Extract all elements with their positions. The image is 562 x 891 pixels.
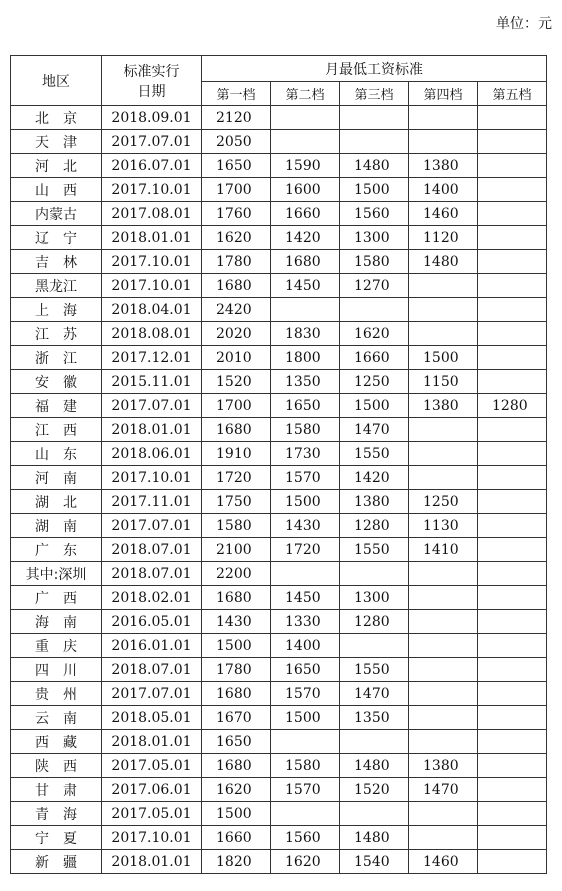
region-cell: 新 疆 (11, 850, 102, 874)
date-cell: 2017.10.01 (102, 466, 202, 490)
tier-3-cell (340, 130, 409, 154)
tier-3-cell (340, 802, 409, 826)
tier-2-cell: 1430 (271, 514, 340, 538)
tier-1-cell: 1680 (202, 682, 271, 706)
tier-4-cell: 1380 (409, 754, 478, 778)
tier-4-cell (409, 466, 478, 490)
tier-2-cell: 1450 (271, 586, 340, 610)
tier-3-cell (340, 562, 409, 586)
tier-2-cell: 1420 (271, 226, 340, 250)
tier-5-cell (478, 634, 547, 658)
tier-3-cell: 1250 (340, 370, 409, 394)
tier-4-cell (409, 658, 478, 682)
tier-2-cell: 1800 (271, 346, 340, 370)
table-row (11, 322, 547, 346)
date-cell: 2017.07.01 (102, 394, 202, 418)
region-cell: 内蒙古 (11, 202, 102, 226)
table-row (11, 682, 547, 706)
region-cell: 重 庆 (11, 634, 102, 658)
tier-4-cell (409, 586, 478, 610)
tier-2-cell: 1570 (271, 466, 340, 490)
date-cell: 2018.01.01 (102, 730, 202, 754)
tier-3-cell: 1550 (340, 658, 409, 682)
tier-2-cell: 1560 (271, 826, 340, 850)
date-cell: 2018.07.01 (102, 538, 202, 562)
tier-4-cell: 1400 (409, 178, 478, 202)
date-cell: 2018.01.01 (102, 850, 202, 874)
tier-2-cell: 1500 (271, 490, 340, 514)
header-date (102, 56, 202, 106)
tier-4-cell: 1150 (409, 370, 478, 394)
region-cell: 云 南 (11, 706, 102, 730)
region-cell: 西 藏 (11, 730, 102, 754)
region-cell: 河 北 (11, 154, 102, 178)
date-cell: 2017.10.01 (102, 826, 202, 850)
tier-2-cell: 1330 (271, 610, 340, 634)
date-cell: 2017.10.01 (102, 250, 202, 274)
region-cell: 贵 州 (11, 682, 102, 706)
tier-1-cell: 1820 (202, 850, 271, 874)
header-tier-2: 第二档 (271, 82, 340, 106)
tier-5-cell (478, 178, 547, 202)
tier-2-cell (271, 130, 340, 154)
tier-2-cell: 1500 (271, 706, 340, 730)
table-row (11, 466, 547, 490)
region-cell: 江 苏 (11, 322, 102, 346)
table-row (11, 298, 547, 322)
tier-5-cell (478, 562, 547, 586)
tier-3-cell: 1480 (340, 826, 409, 850)
tier-3-cell: 1580 (340, 250, 409, 274)
header-tier-1: 第一档 (202, 82, 271, 106)
unit-label: 单位：元 (496, 16, 552, 32)
date-cell: 2018.04.01 (102, 298, 202, 322)
tier-2-cell (271, 730, 340, 754)
tier-4-cell (409, 274, 478, 298)
region-cell: 安 徽 (11, 370, 102, 394)
tier-5-cell (478, 706, 547, 730)
table-row (11, 610, 547, 634)
region-cell: 黑龙江 (11, 274, 102, 298)
table-row (11, 538, 547, 562)
date-cell: 2017.10.01 (102, 274, 202, 298)
tier-3-cell: 1550 (340, 538, 409, 562)
tier-4-cell (409, 298, 478, 322)
tier-2-cell: 1600 (271, 178, 340, 202)
tier-1-cell: 1500 (202, 634, 271, 658)
table-row (11, 274, 547, 298)
date-cell: 2017.07.01 (102, 682, 202, 706)
tier-1-cell: 1650 (202, 154, 271, 178)
tier-4-cell (409, 682, 478, 706)
date-cell: 2017.08.01 (102, 202, 202, 226)
region-cell: 山 东 (11, 442, 102, 466)
tier-1-cell: 1910 (202, 442, 271, 466)
tier-1-cell: 1680 (202, 274, 271, 298)
region-cell: 青 海 (11, 802, 102, 826)
tier-5-cell (478, 586, 547, 610)
table-row (11, 658, 547, 682)
region-cell: 湖 南 (11, 514, 102, 538)
region-cell: 福 建 (11, 394, 102, 418)
date-cell: 2017.11.01 (102, 490, 202, 514)
table-row (11, 562, 547, 586)
tier-1-cell: 1780 (202, 250, 271, 274)
table-row (11, 706, 547, 730)
header-tier-4: 第四档 (409, 82, 478, 106)
tier-4-cell: 1380 (409, 394, 478, 418)
tier-1-cell: 1430 (202, 610, 271, 634)
tier-5-cell (478, 226, 547, 250)
date-cell: 2018.06.01 (102, 442, 202, 466)
table-row (11, 730, 547, 754)
region-cell: 上 海 (11, 298, 102, 322)
header-date-line1: 标准实行 (123, 63, 180, 80)
tier-4-cell: 1120 (409, 226, 478, 250)
region-cell: 其中:深圳 (11, 562, 102, 586)
table-row (11, 106, 547, 130)
table-row (11, 346, 547, 370)
tier-1-cell: 1620 (202, 226, 271, 250)
tier-5-cell (478, 610, 547, 634)
tier-5-cell (478, 106, 547, 130)
region-cell: 河 南 (11, 466, 102, 490)
tier-2-cell (271, 562, 340, 586)
tier-4-cell (409, 106, 478, 130)
tier-5-cell (478, 802, 547, 826)
tier-5-cell (478, 778, 547, 802)
table-row (11, 226, 547, 250)
tier-4-cell (409, 730, 478, 754)
tier-1-cell: 2050 (202, 130, 271, 154)
tier-4-cell: 1130 (409, 514, 478, 538)
table-row (11, 514, 547, 538)
tier-5-cell (478, 658, 547, 682)
region-cell: 广 东 (11, 538, 102, 562)
tier-1-cell: 1650 (202, 730, 271, 754)
region-cell: 浙 江 (11, 346, 102, 370)
tier-3-cell: 1540 (340, 850, 409, 874)
tier-3-cell (340, 298, 409, 322)
tier-3-cell: 1500 (340, 178, 409, 202)
tier-3-cell: 1480 (340, 154, 409, 178)
tier-1-cell: 2020 (202, 322, 271, 346)
tier-4-cell: 1250 (409, 490, 478, 514)
date-cell: 2017.06.01 (102, 778, 202, 802)
region-cell: 陕 西 (11, 754, 102, 778)
region-cell: 江 西 (11, 418, 102, 442)
tier-4-cell: 1480 (409, 250, 478, 274)
table-row (11, 202, 547, 226)
date-cell: 2017.10.01 (102, 178, 202, 202)
tier-5-cell (478, 538, 547, 562)
tier-2-cell: 1680 (271, 250, 340, 274)
header-standard: 月最低工资标准 (202, 56, 547, 82)
tier-5-cell (478, 826, 547, 850)
date-cell: 2015.11.01 (102, 370, 202, 394)
region-cell: 海 南 (11, 610, 102, 634)
region-cell: 山 西 (11, 178, 102, 202)
tier-1-cell: 1700 (202, 178, 271, 202)
tier-3-cell: 1620 (340, 322, 409, 346)
date-cell: 2017.07.01 (102, 130, 202, 154)
tier-3-cell: 1350 (340, 706, 409, 730)
tier-1-cell: 1720 (202, 466, 271, 490)
tier-4-cell: 1380 (409, 154, 478, 178)
tier-5-cell (478, 346, 547, 370)
date-cell: 2018.07.01 (102, 658, 202, 682)
tier-4-cell (409, 802, 478, 826)
tier-1-cell: 1580 (202, 514, 271, 538)
tier-1-cell: 2200 (202, 562, 271, 586)
tier-5-cell (478, 514, 547, 538)
tier-2-cell: 1580 (271, 418, 340, 442)
tier-3-cell: 1470 (340, 418, 409, 442)
tier-5-cell (478, 202, 547, 226)
tier-5-cell (478, 418, 547, 442)
tier-5-cell (478, 682, 547, 706)
tier-2-cell (271, 106, 340, 130)
tier-4-cell (409, 442, 478, 466)
tier-1-cell: 1680 (202, 754, 271, 778)
date-cell: 2016.05.01 (102, 610, 202, 634)
tier-3-cell: 1470 (340, 682, 409, 706)
date-cell: 2018.01.01 (102, 226, 202, 250)
tier-2-cell: 1350 (271, 370, 340, 394)
tier-4-cell (409, 634, 478, 658)
tier-1-cell: 1670 (202, 706, 271, 730)
tier-5-cell (478, 442, 547, 466)
table-row (11, 178, 547, 202)
date-cell: 2018.09.01 (102, 106, 202, 130)
tier-1-cell: 1680 (202, 418, 271, 442)
tier-1-cell: 1750 (202, 490, 271, 514)
tier-3-cell: 1270 (340, 274, 409, 298)
table-row (11, 370, 547, 394)
tier-1-cell: 1660 (202, 826, 271, 850)
tier-5-cell (478, 298, 547, 322)
date-cell: 2018.07.01 (102, 562, 202, 586)
tier-1-cell: 1500 (202, 802, 271, 826)
tier-4-cell: 1500 (409, 346, 478, 370)
tier-4-cell: 1410 (409, 538, 478, 562)
date-cell: 2018.02.01 (102, 586, 202, 610)
tier-2-cell: 1590 (271, 154, 340, 178)
tier-5-cell (478, 322, 547, 346)
tier-5-cell (478, 850, 547, 874)
header-tier-3: 第三档 (340, 82, 409, 106)
tier-2-cell: 1620 (271, 850, 340, 874)
tier-3-cell: 1500 (340, 394, 409, 418)
table-row (11, 634, 547, 658)
table-row (11, 442, 547, 466)
tier-5-cell (478, 130, 547, 154)
tier-2-cell: 1720 (271, 538, 340, 562)
header-tier-5: 第五档 (478, 82, 547, 106)
date-cell: 2017.12.01 (102, 346, 202, 370)
date-cell: 2016.01.01 (102, 634, 202, 658)
region-cell: 宁 夏 (11, 826, 102, 850)
tier-4-cell (409, 130, 478, 154)
tier-2-cell: 1730 (271, 442, 340, 466)
tier-2-cell: 1580 (271, 754, 340, 778)
tier-4-cell (409, 610, 478, 634)
date-cell: 2017.07.01 (102, 514, 202, 538)
tier-2-cell: 1570 (271, 778, 340, 802)
tier-2-cell: 1660 (271, 202, 340, 226)
tier-1-cell: 1520 (202, 370, 271, 394)
tier-3-cell: 1280 (340, 610, 409, 634)
tier-3-cell: 1280 (340, 514, 409, 538)
tier-3-cell: 1380 (340, 490, 409, 514)
tier-4-cell (409, 706, 478, 730)
header-date-line2: 日期 (137, 83, 166, 100)
tier-3-cell: 1560 (340, 202, 409, 226)
region-cell: 辽 宁 (11, 226, 102, 250)
table-row (11, 394, 547, 418)
table-row (11, 250, 547, 274)
header-region: 地区 (11, 56, 102, 106)
tier-5-cell (478, 490, 547, 514)
region-cell: 甘 肃 (11, 778, 102, 802)
table-body (11, 106, 547, 874)
tier-4-cell: 1460 (409, 850, 478, 874)
tier-1-cell: 2100 (202, 538, 271, 562)
region-cell: 北 京 (11, 106, 102, 130)
tier-3-cell: 1660 (340, 346, 409, 370)
tier-1-cell: 1680 (202, 586, 271, 610)
tier-3-cell (340, 730, 409, 754)
date-cell: 2016.07.01 (102, 154, 202, 178)
tier-4-cell (409, 562, 478, 586)
tier-3-cell: 1480 (340, 754, 409, 778)
tier-1-cell: 1620 (202, 778, 271, 802)
tier-3-cell: 1420 (340, 466, 409, 490)
tier-3-cell: 1300 (340, 586, 409, 610)
tier-4-cell (409, 826, 478, 850)
tier-4-cell: 1470 (409, 778, 478, 802)
tier-1-cell: 2010 (202, 346, 271, 370)
region-cell: 四 川 (11, 658, 102, 682)
tier-5-cell (478, 730, 547, 754)
tier-2-cell: 1650 (271, 658, 340, 682)
date-cell: 2018.05.01 (102, 706, 202, 730)
table-row (11, 418, 547, 442)
table-row (11, 826, 547, 850)
date-cell: 2018.08.01 (102, 322, 202, 346)
tier-3-cell: 1300 (340, 226, 409, 250)
tier-5-cell (478, 370, 547, 394)
tier-2-cell: 1830 (271, 322, 340, 346)
tier-4-cell (409, 418, 478, 442)
tier-5-cell (478, 250, 547, 274)
tier-2-cell: 1400 (271, 634, 340, 658)
tier-2-cell (271, 802, 340, 826)
tier-3-cell: 1520 (340, 778, 409, 802)
tier-5-cell (478, 274, 547, 298)
date-cell: 2017.05.01 (102, 802, 202, 826)
tier-1-cell: 1760 (202, 202, 271, 226)
tier-3-cell (340, 106, 409, 130)
minimum-wage-table (10, 55, 547, 874)
table-row (11, 490, 547, 514)
table-row (11, 850, 547, 874)
table-row (11, 130, 547, 154)
tier-5-cell (478, 154, 547, 178)
tier-2-cell: 1450 (271, 274, 340, 298)
tier-5-cell (478, 466, 547, 490)
tier-3-cell: 1550 (340, 442, 409, 466)
tier-1-cell: 2120 (202, 106, 271, 130)
table-row (11, 754, 547, 778)
region-cell: 广 西 (11, 586, 102, 610)
table-row (11, 586, 547, 610)
tier-4-cell: 1460 (409, 202, 478, 226)
date-cell: 2018.01.01 (102, 418, 202, 442)
region-cell: 吉 林 (11, 250, 102, 274)
tier-4-cell (409, 322, 478, 346)
table-row (11, 778, 547, 802)
tier-1-cell: 2420 (202, 298, 271, 322)
region-cell: 天 津 (11, 130, 102, 154)
tier-1-cell: 1780 (202, 658, 271, 682)
tier-5-cell: 1280 (478, 394, 547, 418)
table-row (11, 154, 547, 178)
region-cell: 湖 北 (11, 490, 102, 514)
date-cell: 2017.05.01 (102, 754, 202, 778)
tier-1-cell: 1700 (202, 394, 271, 418)
tier-2-cell: 1650 (271, 394, 340, 418)
tier-2-cell: 1570 (271, 682, 340, 706)
tier-3-cell (340, 634, 409, 658)
tier-5-cell (478, 754, 547, 778)
tier-2-cell (271, 298, 340, 322)
table-row (11, 802, 547, 826)
